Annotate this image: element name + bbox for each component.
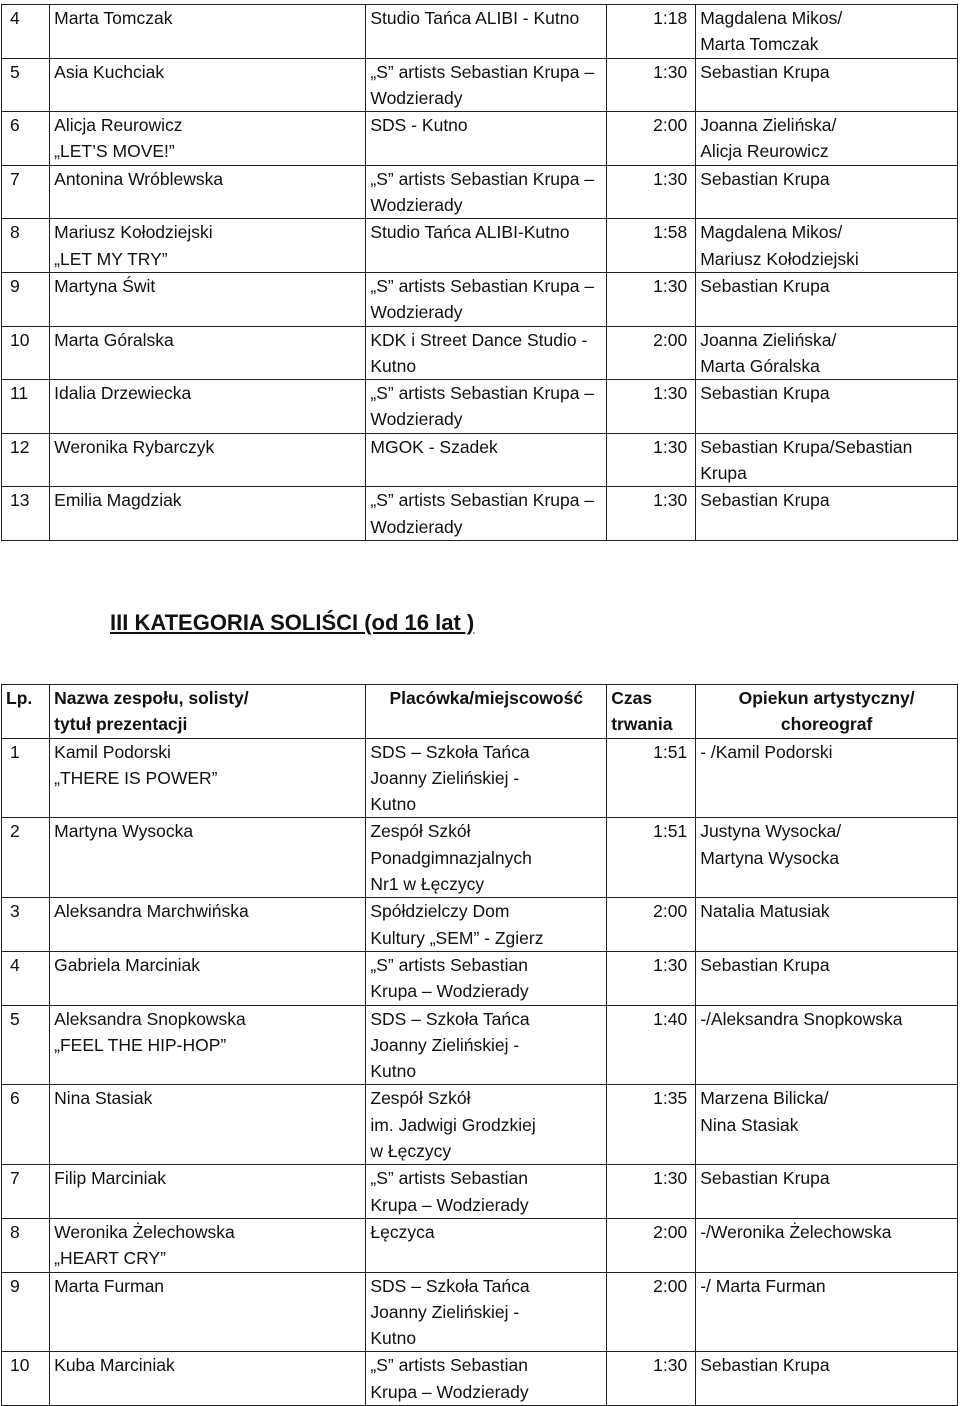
cell-coach: Magdalena Mikos/ Marta Tomczak bbox=[696, 5, 958, 59]
cell-participant: Martyna Świt bbox=[50, 272, 366, 326]
table-row bbox=[2, 951, 958, 1005]
cell-institution: „S” artists Sebastian Krupa – Wodzierady bbox=[366, 165, 607, 219]
cell-duration: 1:51 bbox=[607, 738, 696, 818]
cell-duration: 1:30 bbox=[607, 165, 696, 219]
cell-participant: Alicja Reurowicz „LET’S MOVE!” bbox=[50, 112, 366, 166]
cell-number: 6 bbox=[2, 112, 50, 166]
header-no: Lp. bbox=[2, 685, 50, 739]
cell-institution: „S” artists Sebastian Krupa – Wodzierady bbox=[366, 380, 607, 434]
cell-participant: Weronika Żelechowska „HEART CRY” bbox=[50, 1218, 366, 1272]
cell-number: 1 bbox=[2, 738, 50, 818]
cell-duration: 2:00 bbox=[607, 898, 696, 952]
cell-coach: Joanna Zielińska/ Alicja Reurowicz bbox=[696, 112, 958, 166]
cell-duration: 1:30 bbox=[607, 58, 696, 112]
cell-duration: 1:51 bbox=[607, 818, 696, 898]
cell-institution: „S” artists Sebastian Krupa – Wodzierady bbox=[366, 1165, 607, 1219]
cell-coach: Joanna Zielińska/ Marta Góralska bbox=[696, 326, 958, 380]
cell-participant: Marta Tomczak bbox=[50, 5, 366, 59]
cell-number: 3 bbox=[2, 898, 50, 952]
table-row bbox=[2, 738, 958, 818]
cell-coach: Magdalena Mikos/ Mariusz Kołodziejski bbox=[696, 219, 958, 273]
cell-duration: 2:00 bbox=[607, 1218, 696, 1272]
table-row bbox=[2, 5, 958, 59]
cell-coach: -/Weronika Żelechowska bbox=[696, 1218, 958, 1272]
cell-institution: „S” artists Sebastian Krupa – Wodzierady bbox=[366, 951, 607, 1005]
table-row bbox=[2, 1005, 958, 1085]
table-row bbox=[2, 1218, 958, 1272]
table-row bbox=[2, 326, 958, 380]
table-row bbox=[2, 380, 958, 434]
cell-duration: 1:30 bbox=[607, 487, 696, 541]
cell-participant: Filip Marciniak bbox=[50, 1165, 366, 1219]
cell-participant: Marta Góralska bbox=[50, 326, 366, 380]
cell-number: 4 bbox=[2, 951, 50, 1005]
table-row bbox=[2, 1272, 958, 1352]
cell-coach: -/Aleksandra Snopkowska bbox=[696, 1005, 958, 1085]
cell-duration: 1:30 bbox=[607, 1165, 696, 1219]
cell-participant: Marta Furman bbox=[50, 1272, 366, 1352]
cell-coach: Sebastian Krupa bbox=[696, 380, 958, 434]
cell-duration: 2:00 bbox=[607, 1272, 696, 1352]
section-title: III KATEGORIA SOLIŚCI (od 16 lat ) bbox=[110, 610, 475, 635]
cell-participant: Antonina Wróblewska bbox=[50, 165, 366, 219]
cell-participant: Idalia Drzewiecka bbox=[50, 380, 366, 434]
cell-institution: SDS – Szkoła Tańca Joanny Zielińskiej - Kutno bbox=[366, 1272, 607, 1352]
cell-coach: Sebastian Krupa/Sebastian Krupa bbox=[696, 433, 958, 487]
table-row bbox=[2, 112, 958, 166]
cell-participant: Weronika Rybarczyk bbox=[50, 433, 366, 487]
cell-number: 13 bbox=[2, 487, 50, 541]
cell-number: 5 bbox=[2, 1005, 50, 1085]
cell-institution: „S” artists Sebastian Krupa – Wodzierady bbox=[366, 487, 607, 541]
cell-participant: Aleksandra Marchwińska bbox=[50, 898, 366, 952]
cell-coach: Sebastian Krupa bbox=[696, 487, 958, 541]
cell-coach: Sebastian Krupa bbox=[696, 272, 958, 326]
cell-coach: Sebastian Krupa bbox=[696, 1352, 958, 1406]
cell-number: 7 bbox=[2, 1165, 50, 1219]
cell-institution: Spółdzielczy Dom Kultury „SEM” - Zgierz bbox=[366, 898, 607, 952]
cell-number: 5 bbox=[2, 58, 50, 112]
table-row bbox=[2, 1165, 958, 1219]
cell-institution: KDK i Street Dance Studio - Kutno bbox=[366, 326, 607, 380]
table-row bbox=[2, 219, 958, 273]
header-time: Czas trwania bbox=[607, 685, 696, 739]
cell-coach: Sebastian Krupa bbox=[696, 165, 958, 219]
cell-number: 11 bbox=[2, 380, 50, 434]
results-table-category-3 bbox=[1, 684, 958, 1406]
cell-coach: Natalia Matusiak bbox=[696, 898, 958, 952]
table-row bbox=[2, 433, 958, 487]
cell-participant: Nina Stasiak bbox=[50, 1085, 366, 1165]
cell-institution: Łęczyca bbox=[366, 1218, 607, 1272]
cell-institution: „S” artists Sebastian Krupa – Wodzierady bbox=[366, 58, 607, 112]
table-row bbox=[2, 818, 958, 898]
cell-duration: 1:30 bbox=[607, 380, 696, 434]
cell-number: 4 bbox=[2, 5, 50, 59]
cell-institution: SDS - Kutno bbox=[366, 112, 607, 166]
cell-coach: Sebastian Krupa bbox=[696, 951, 958, 1005]
cell-coach: - /Kamil Podorski bbox=[696, 738, 958, 818]
cell-institution: SDS – Szkoła Tańca Joanny Zielińskiej - Kutno bbox=[366, 1005, 607, 1085]
cell-institution: Zespół Szkół Ponadgimnazjalnych Nr1 w Łęczycy bbox=[366, 818, 607, 898]
cell-number: 8 bbox=[2, 219, 50, 273]
table-header-row bbox=[2, 685, 958, 739]
cell-participant: Emilia Magdziak bbox=[50, 487, 366, 541]
cell-institution: „S” artists Sebastian Krupa – Wodzierady bbox=[366, 272, 607, 326]
cell-institution: „S” artists Sebastian Krupa – Wodzierady bbox=[366, 1352, 607, 1406]
table-row bbox=[2, 1352, 958, 1406]
cell-number: 9 bbox=[2, 1272, 50, 1352]
cell-number: 2 bbox=[2, 818, 50, 898]
cell-coach: Marzena Bilicka/ Nina Stasiak bbox=[696, 1085, 958, 1165]
cell-duration: 1:30 bbox=[607, 951, 696, 1005]
cell-number: 8 bbox=[2, 1218, 50, 1272]
cell-number: 9 bbox=[2, 272, 50, 326]
cell-number: 10 bbox=[2, 1352, 50, 1406]
table-row bbox=[2, 1085, 958, 1165]
cell-institution: Zespół Szkół im. Jadwigi Grodzkiej w Łęczycy bbox=[366, 1085, 607, 1165]
cell-coach: Justyna Wysocka/ Martyna Wysocka bbox=[696, 818, 958, 898]
cell-number: 7 bbox=[2, 165, 50, 219]
cell-participant: Kuba Marciniak bbox=[50, 1352, 366, 1406]
cell-duration: 1:40 bbox=[607, 1005, 696, 1085]
header-coach: Opiekun artystyczny/ choreograf bbox=[696, 685, 958, 739]
results-table-category-2 bbox=[1, 4, 958, 541]
cell-duration: 2:00 bbox=[607, 326, 696, 380]
cell-number: 10 bbox=[2, 326, 50, 380]
cell-number: 6 bbox=[2, 1085, 50, 1165]
cell-duration: 1:30 bbox=[607, 433, 696, 487]
table-row bbox=[2, 272, 958, 326]
table-row bbox=[2, 58, 958, 112]
cell-participant: Asia Kuchciak bbox=[50, 58, 366, 112]
cell-duration: 1:30 bbox=[607, 1352, 696, 1406]
cell-coach: Sebastian Krupa bbox=[696, 58, 958, 112]
cell-institution: MGOK - Szadek bbox=[366, 433, 607, 487]
cell-coach: Sebastian Krupa bbox=[696, 1165, 958, 1219]
table-row bbox=[2, 898, 958, 952]
cell-participant: Mariusz Kołodziejski „LET MY TRY” bbox=[50, 219, 366, 273]
cell-duration: 1:58 bbox=[607, 219, 696, 273]
cell-institution: Studio Tańca ALIBI - Kutno bbox=[366, 5, 607, 59]
header-name: Nazwa zespołu, solisty/ tytuł prezentacji bbox=[50, 685, 366, 739]
header-place: Placówka/miejscowość bbox=[366, 685, 607, 739]
cell-institution: SDS – Szkoła Tańca Joanny Zielińskiej - Kutno bbox=[366, 738, 607, 818]
cell-duration: 1:35 bbox=[607, 1085, 696, 1165]
cell-coach: -/ Marta Furman bbox=[696, 1272, 958, 1352]
cell-number: 12 bbox=[2, 433, 50, 487]
cell-duration: 1:18 bbox=[607, 5, 696, 59]
cell-duration: 1:30 bbox=[607, 272, 696, 326]
cell-participant: Kamil Podorski „THERE IS POWER” bbox=[50, 738, 366, 818]
table-row bbox=[2, 165, 958, 219]
cell-participant: Martyna Wysocka bbox=[50, 818, 366, 898]
table-row bbox=[2, 487, 958, 541]
cell-participant: Gabriela Marciniak bbox=[50, 951, 366, 1005]
cell-institution: Studio Tańca ALIBI-Kutno bbox=[366, 219, 607, 273]
cell-duration: 2:00 bbox=[607, 112, 696, 166]
cell-participant: Aleksandra Snopkowska „FEEL THE HIP-HOP” bbox=[50, 1005, 366, 1085]
